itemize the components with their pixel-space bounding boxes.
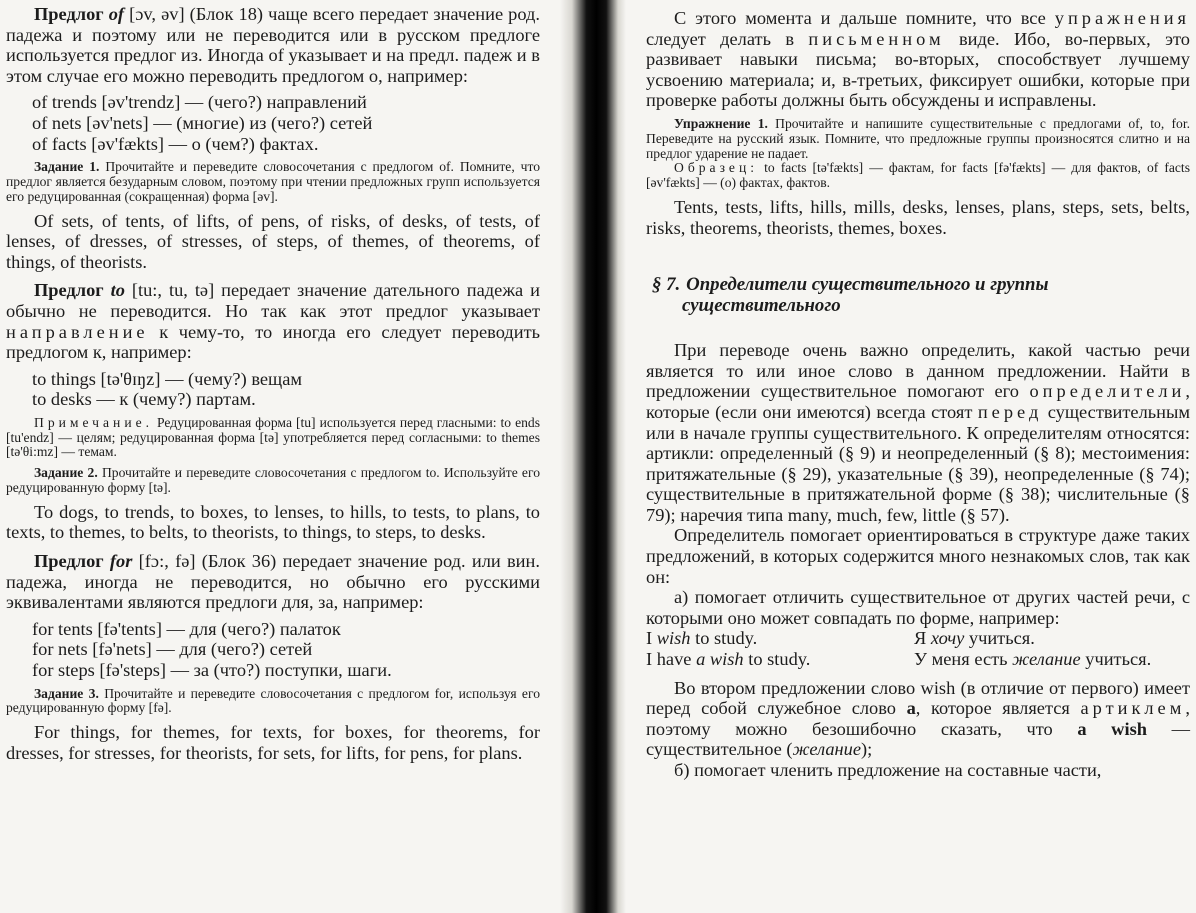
drill-for: For things, for themes, for texts, for boxes, for theorems, for dresses, for stresses, for theorists, for sets, for lifts, for pens, for plans.	[6, 722, 540, 763]
bold-word: a wish	[1077, 718, 1147, 739]
note	[6, 416, 540, 460]
task-3	[6, 687, 540, 717]
example-line: for steps [fə'steps] — за (что?) поступки, шаги.	[32, 660, 392, 681]
paragraph-text: виде. Ибо, во-первых, это развивает навыки письма; во-вторых, способствует лучшему усвоению материала; и, в-третьих, фиксирует ошибки, которые при проверке работы должны быть обсуждены и исправлены.	[646, 28, 1190, 111]
example-line: for tents [fə'tents] — для (чего?) палаток	[32, 618, 341, 639]
drill-to: To dogs, to trends, to boxes, to lenses, to hills, to tests, to plans, to texts, to themes, to belts, to theorists, to things, to steps, to desks.	[6, 501, 540, 543]
paragraph-text: С этого момента и дальше помните, что все	[674, 8, 1046, 28]
term-word: for	[109, 551, 133, 572]
examples-for	[32, 619, 540, 681]
exercise-label: Упражнение 1.	[674, 115, 768, 131]
paragraph-text: , которое является	[915, 698, 1070, 719]
bold-word: a	[906, 698, 916, 719]
english-example: I have a wish to study.	[646, 649, 811, 670]
paragraph-second-sentence	[646, 678, 1190, 760]
paragraph-text: Во втором предложении слово wish (в отличие от первого) имеет перед собой служебное слово	[646, 677, 1190, 719]
spaced-word: определители	[1029, 381, 1186, 402]
paragraph-determiners	[646, 340, 1190, 525]
sample-text: to facts [tə'fækts] — фактам, for facts [fə'fækts] — для фактов, of facts [əv'fækts] — (о) фактах, фактов.	[646, 160, 1190, 191]
note-label: Примечание.	[34, 414, 154, 430]
term-label: Предлог	[34, 280, 104, 301]
section-title-line: Определители существительного и группы	[686, 274, 1049, 296]
term-label: Предлог	[34, 551, 104, 572]
examples-of	[32, 92, 540, 154]
paragraph-text: При переводе очень важно определить, какой частью речи является то или иное слово в данном предложении. Найти в предложении существительное помогают его	[646, 340, 1190, 402]
task-label: Задание 3.	[34, 685, 99, 701]
paragraph-determiner-role: Определитель помогает ориентироваться в структуре даже таких предложений, в которых содержится много незнакомых слов, так как он:	[646, 525, 1190, 587]
spaced-word: артиклем	[1080, 698, 1186, 719]
drill-exercise-1: Tents, tests, lifts, hills, mills, desks, lenses, plans, steps, sets, belts, risks, theorems, theorists, themes, boxes.	[646, 196, 1190, 238]
paragraph-text: , поэтому можно безошибочно сказать, что	[646, 698, 1190, 739]
section-heading	[652, 274, 1190, 316]
example-pair	[646, 628, 1190, 649]
paragraph-text: );	[861, 739, 873, 760]
task-text: Прочитайте и переведите словосочетания с предлогом of. Помните, что предлог является безударным словом, поэтому при чтении предложных групп используется его редуцированная (сокращенная) форма [əv].	[6, 159, 541, 204]
examples-to	[32, 369, 540, 410]
paragraph-text: к чему-то, то иногда его следует переводить предлогом к, например:	[6, 321, 540, 363]
paragraph-text: [ɔv, əv] (Блок 18) чаще всего передает значение род. падежа и поэтому или не переводится или в русском предлоге используется предлог из. Иногда of указывает и на предл. падеж и в этом случае его можно переводить предлогом о, например:	[6, 4, 541, 86]
spaced-word: упражнения	[1054, 8, 1190, 28]
spaced-word: письменном	[808, 28, 945, 49]
task-2	[6, 466, 540, 496]
book-gutter	[560, 0, 626, 913]
note-text: Редуцированная форма [tu] используется перед гласными: to ends [tu'endz] — целям; редуцированная форма [tə] употребляется перед согласными: to themes [tə'θi:mz] — темам.	[6, 414, 540, 460]
spaced-word: направление	[6, 321, 149, 342]
sample-label: Образец:	[674, 160, 759, 176]
paragraph-point-b: б) помогает членить предложение на составные части,	[674, 760, 1102, 781]
example-pair	[646, 649, 1190, 670]
drill-of: Of sets, of tents, of lifts, of pens, of risks, of desks, of tests, of lenses, of dresses, of stresses, of steps, of themes, of theorems, of things, of theorists.	[6, 210, 540, 272]
section-title-line: существительного	[682, 295, 841, 317]
left-page	[0, 0, 560, 913]
exercise-1	[646, 117, 1190, 161]
spaced-word: перед	[977, 401, 1043, 422]
example-line: of trends [əv'trendz] — (чего?) направлений	[32, 92, 367, 113]
term-word: to	[110, 280, 125, 301]
russian-example: У меня есть желание учиться.	[914, 649, 1152, 670]
sample	[646, 161, 1190, 191]
paragraph-text: — существительное (	[646, 718, 1190, 760]
paragraph-text: [tu:, tu, tə] передает значение дательного падежа и обычно не переводится. Но так как этот предлог указывает	[6, 280, 540, 321]
italic-word: желание	[792, 739, 862, 760]
term-label: Предлог	[34, 4, 104, 24]
paragraph-preposition-for	[6, 551, 540, 613]
paragraph-point-a: а) помогает отличить существительное от других частей речи, с которыми оно может совпадать по форме, например:	[646, 587, 1190, 628]
task-label: Задание 2.	[34, 465, 98, 481]
paragraph-text: следует делать в	[646, 28, 795, 49]
russian-example: Я хочу учиться.	[914, 628, 1035, 649]
example-line: of facts [əv'fækts] — о (чем?) фактах.	[32, 133, 319, 154]
paragraph-text: существительным или в начале группы существительного. К определителям относятся: артикли: определенный (§ 9) и неопределенный (§ 8); местоимения: притяжательные (§ 29), указательные (§ 39), неопределенные (§ 74); существительные в притяжательной форме (§ 38); числительные (§ 79); наречия типа many, much, few, little (§ 57).	[646, 401, 1190, 525]
paragraph-text: [fɔ:, fə] (Блок 36) передает значение род. или вин. падежа, иногда не переводится, но обычно его русскими эквивалентами являются предлоги для, за, например:	[6, 551, 540, 613]
task-1	[6, 160, 540, 204]
term-word: of	[108, 4, 125, 24]
english-example: I wish to study.	[646, 628, 758, 649]
paragraph-preposition-of	[6, 4, 540, 86]
paragraph-written-exercises	[646, 8, 1190, 111]
section-number: § 7.	[652, 274, 681, 296]
example-line: to desks — к (чему?) партам.	[32, 389, 256, 410]
task-text: Прочитайте и переведите словосочетания с предлогом to. Используйте его редуцированную форму [tə].	[6, 465, 540, 496]
paragraph-text: , которые (если они имеются) всегда стоят	[646, 381, 1190, 422]
example-line: to things [tə'θɪŋz] — (чему?) вещам	[32, 368, 303, 389]
example-line: for nets [fə'nets] — для (чего?) сетей	[32, 639, 313, 660]
exercise-text: Прочитайте и напишите существительные с предлогами of, to, for. Переведите на русский язык. Помните, что предложные группы произносятся слитно и на предлог ударение не падает.	[646, 115, 1190, 161]
task-label: Задание 1.	[34, 159, 100, 175]
task-text: Прочитайте и переведите словосочетания с предлогом for, используя его редуцированную форму [fə].	[6, 685, 540, 716]
paragraph-preposition-to	[6, 280, 540, 362]
right-page	[626, 0, 1196, 913]
example-line: of nets [əv'nets] — (многие) из (чего?) сетей	[32, 112, 373, 133]
